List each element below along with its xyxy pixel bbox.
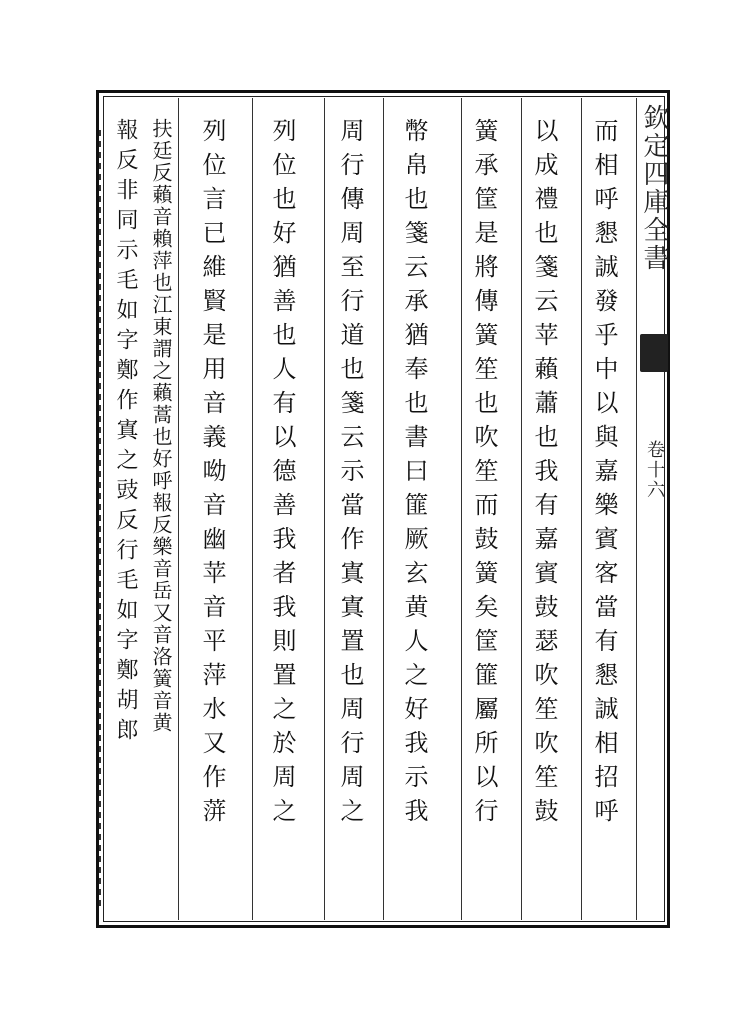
column-rule	[461, 98, 462, 920]
column-rule	[252, 98, 253, 920]
volume-number: 卷十六	[644, 440, 665, 500]
text-column-1: 而相呼懇誠發乎中以與嘉樂賓客當有懇誠相招呼	[590, 118, 618, 832]
column-rule	[581, 98, 582, 920]
fish-tail-mark	[640, 334, 668, 372]
column-rule	[383, 98, 384, 920]
text-column-7: 列位言已維賢是用音義呦音幽苹音平萍水又作蓱	[198, 118, 226, 832]
text-column-5: 周行傳周至行道也箋云示當作寘寘置也周行周之	[336, 118, 364, 832]
book-title: 欽定四庫全書	[639, 104, 669, 272]
column-rule	[178, 98, 179, 920]
text-column-8: 扶廷反藾音賴萍也江東謂之藾蒿也好呼報反樂音岳又音洛簧音黄	[149, 118, 173, 734]
text-column-9: 報反非同示毛如字鄭作寘之豉反行毛如字鄭胡郎	[113, 118, 138, 748]
page-edge-shadow	[99, 130, 101, 910]
column-rule	[324, 98, 325, 920]
column-rule	[521, 98, 522, 920]
text-column-2: 以成禮也箋云苹藾蕭也我有嘉賓鼓瑟吹笙吹笙鼓	[530, 118, 558, 832]
text-column-6: 列位也好猶善也人有以德善我者我則置之於周之	[268, 118, 296, 832]
text-column-3: 簧承筐是將傳簧笙也吹笙而鼓簧矣筐篚屬所以行	[470, 118, 498, 832]
text-column-4: 幣帛也箋云承猶奉也書曰篚厥玄黄人之好我示我	[400, 118, 428, 832]
